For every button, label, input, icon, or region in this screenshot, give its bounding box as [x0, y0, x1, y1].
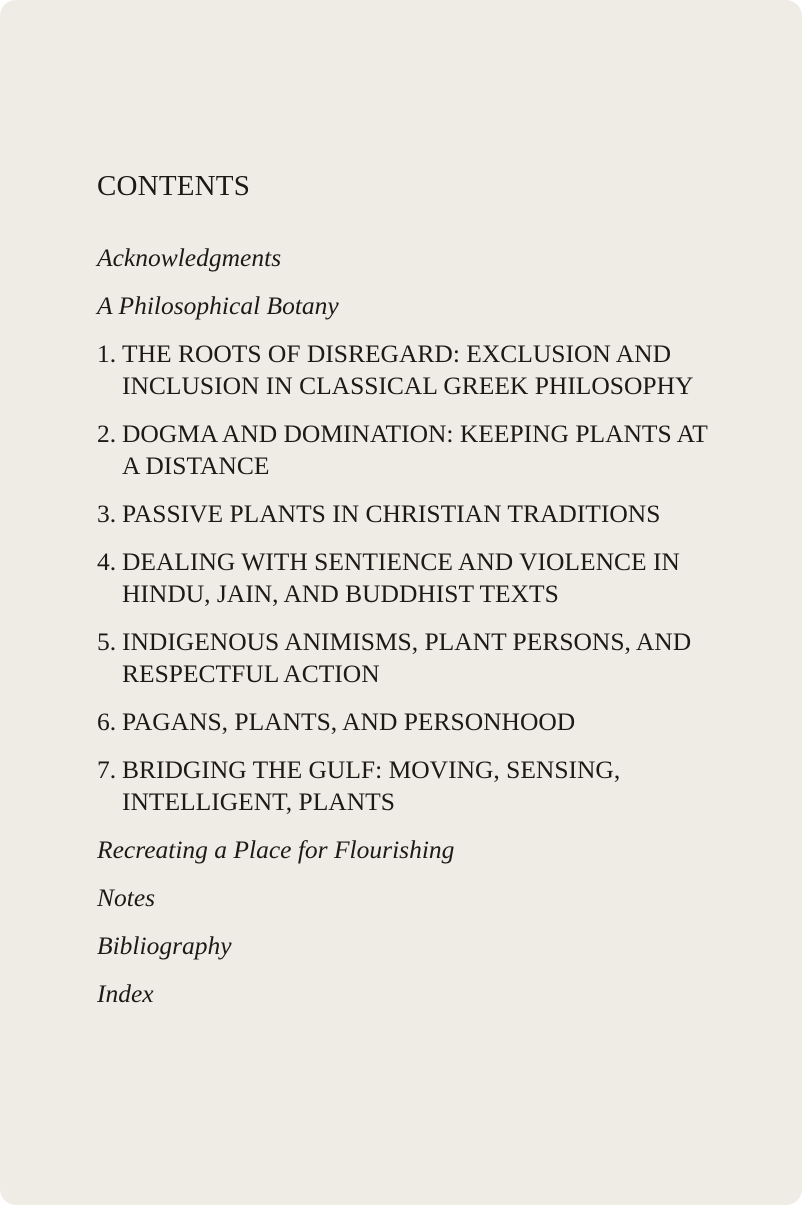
- toc-entry-bibliography[interactable]: [97, 930, 717, 962]
- toc-entry-conclusion[interactable]: [97, 834, 717, 866]
- chapter-title: INDIGENOUS ANIMISMS, PLANT PERSONS, AND RESPECTFUL ACTION: [122, 627, 692, 688]
- toc-chapter-3[interactable]: [97, 498, 717, 530]
- chapter-title: BRIDGING THE GULF: MOVING, SENSING, INTELLIGENT, PLANTS: [122, 755, 621, 816]
- chapter-title: PAGANS, PLANTS, AND PERSONHOOD: [122, 707, 576, 736]
- toc-entry-index[interactable]: [97, 978, 717, 1010]
- chapter-number: 2.: [97, 419, 117, 448]
- chapter-title: PASSIVE PLANTS IN CHRISTIAN TRADITIONS: [122, 499, 661, 528]
- chapter-title: THE ROOTS OF DISREGARD: EXCLUSION AND INCLUSION IN CLASSICAL GREEK PHILOSOPHY: [122, 339, 694, 400]
- chapter-number: 6.: [97, 707, 117, 736]
- toc-entry-acknowledgments[interactable]: [97, 242, 717, 274]
- contents-body: [97, 168, 717, 1026]
- toc-entry-title: Bibliography: [97, 931, 232, 960]
- chapter-title: DOGMA AND DOMINATION: KEEPING PLANTS AT A DISTANCE: [122, 419, 708, 480]
- toc-chapter-4[interactable]: [97, 546, 717, 610]
- table-of-contents: [97, 242, 717, 1010]
- toc-chapter-5[interactable]: [97, 626, 717, 690]
- toc-entry-title: A Philosophical Botany: [97, 291, 339, 320]
- chapter-number: 3.: [97, 499, 117, 528]
- toc-chapter-7[interactable]: [97, 754, 717, 818]
- toc-entry-title: Index: [97, 979, 154, 1008]
- chapter-number: 7.: [97, 755, 117, 784]
- page-title: CONTENTS: [97, 170, 251, 202]
- chapter-number: 4.: [97, 547, 117, 576]
- chapter-number: 5.: [97, 627, 117, 656]
- toc-chapter-6[interactable]: [97, 706, 717, 738]
- toc-entry-title: Acknowledgments: [97, 243, 282, 272]
- toc-chapter-1[interactable]: [97, 338, 717, 402]
- toc-entry-introduction[interactable]: [97, 290, 717, 322]
- toc-entry-title: Notes: [97, 883, 156, 912]
- toc-entry-notes[interactable]: [97, 882, 717, 914]
- toc-entry-title: Recreating a Place for Flourishing: [97, 835, 455, 864]
- chapter-number: 1.: [97, 339, 117, 368]
- chapter-title: DEALING WITH SENTIENCE AND VIOLENCE IN HINDU, JAIN, AND BUDDHIST TEXTS: [122, 547, 680, 608]
- toc-chapter-2[interactable]: [97, 418, 717, 482]
